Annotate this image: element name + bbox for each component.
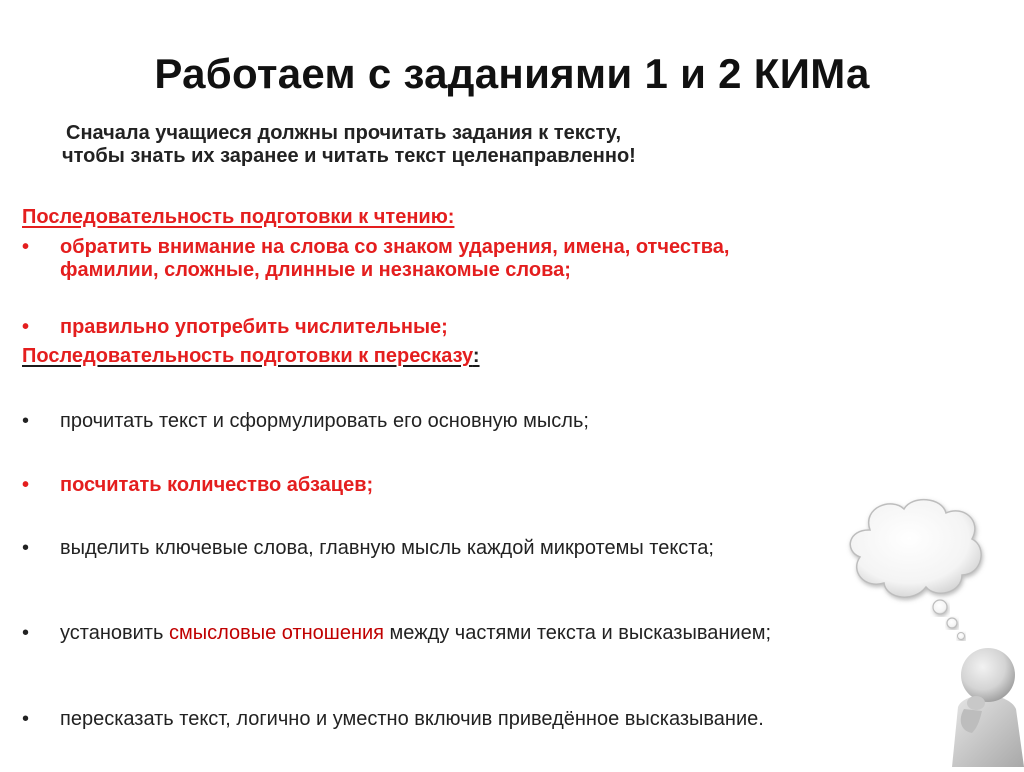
retelling-item-5-text: пересказать текст, логично и уместно включив приведённое высказывание. — [60, 708, 764, 730]
intro-line-2: чтобы знать их заранее и читать текст целенаправленно! — [62, 145, 636, 167]
bullet: • — [22, 622, 30, 644]
reading-item-2-text: правильно употребить числительные; — [60, 316, 448, 338]
semantic-relations-highlight: смысловые отношения — [168, 622, 384, 644]
retelling-item-5 — [22, 708, 802, 731]
reading-item-1-text: обратить внимание на слова со знаком ударения, имена, отчества, фамилии, сложные, длинные и незнакомые слова; — [60, 236, 730, 281]
reading-heading: Последовательность подготовки к чтению: — [22, 206, 455, 228]
retelling-item-4-text — [60, 622, 802, 645]
thinking-person — [952, 648, 1024, 767]
retelling-item-2 — [22, 474, 802, 497]
reading-item-2 — [22, 316, 802, 339]
intro-text — [62, 122, 822, 168]
thought-bubble — [850, 500, 981, 598]
thinking-person-icon — [840, 495, 1024, 767]
retelling-item-4 — [22, 622, 802, 645]
bullet: • — [22, 708, 30, 730]
retelling-item-1 — [22, 410, 802, 433]
intro-line-1: Сначала учащиеся должны прочитать задания к тексту, — [66, 122, 622, 144]
retelling-item-4-after: между частями текста и высказыванием; — [384, 622, 772, 644]
reading-item-1 — [22, 236, 802, 282]
retelling-heading-text: Последовательность подготовки к пересказу — [22, 345, 473, 367]
retelling-item-3 — [22, 537, 802, 560]
bullet: • — [22, 236, 30, 258]
retelling-item-3-text: выделить ключевые слова, главную мысль каждой микротемы текста; — [60, 537, 714, 559]
bullet: • — [22, 410, 30, 432]
bullet: • — [22, 474, 30, 496]
slide-title: Работаем с заданиями 1 и 2 КИМа — [154, 50, 870, 97]
retelling-heading — [22, 345, 480, 368]
bullet: • — [22, 316, 30, 338]
retelling-item-1-text: прочитать текст и сформулировать его основную мысль; — [60, 410, 589, 432]
retelling-item-2-text: посчитать количество абзацев; — [60, 474, 374, 496]
retelling-heading-colon: : — [472, 345, 480, 367]
bullet: • — [22, 537, 30, 559]
retelling-item-4-before: установить — [60, 622, 169, 644]
